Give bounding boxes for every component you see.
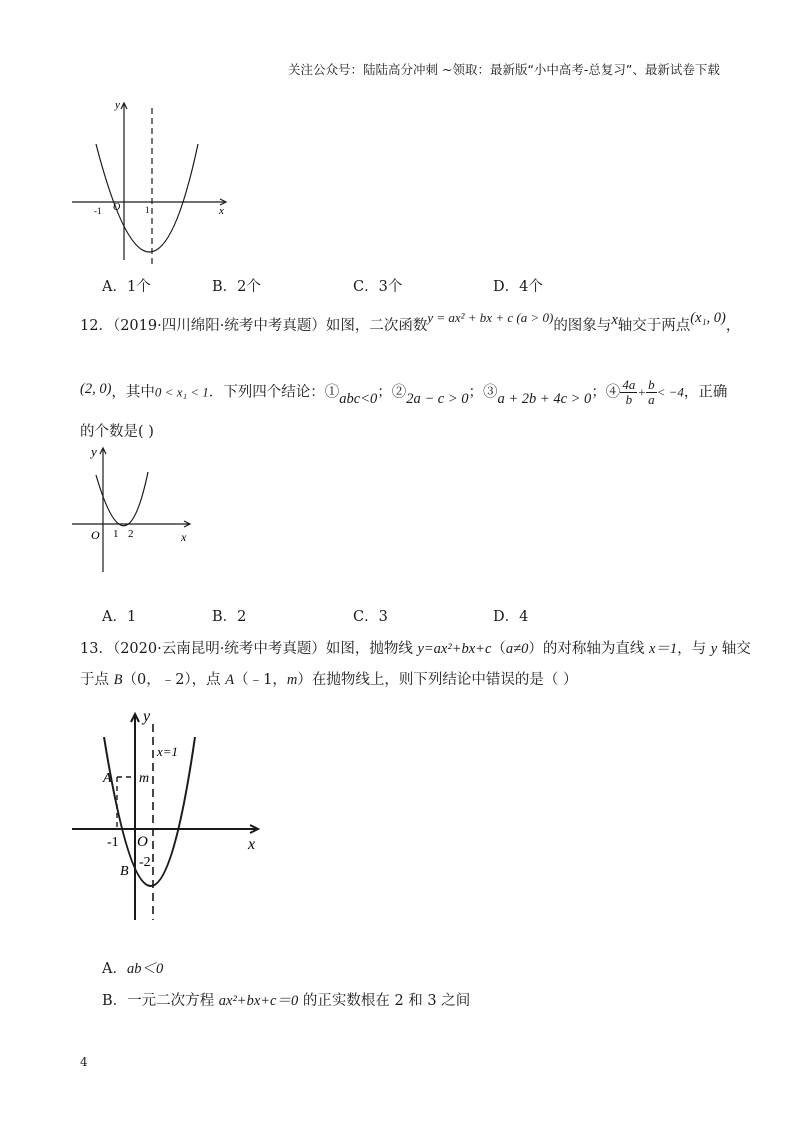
q12-option-c: C．3	[353, 609, 388, 625]
page-header: 关注公众号：陆陆高分冲刺 ~领取：最新版“小中高考-总复习”、最新试卷下载	[288, 62, 720, 77]
fig1-neg1-label: -1	[94, 206, 102, 216]
q12-conclusion3: a + 2b + 4c > 0	[497, 390, 592, 407]
q13-option-a	[102, 957, 163, 978]
q12-conclusion2: 2a − c > 0	[406, 390, 469, 407]
fig3-y-label: y	[143, 708, 151, 725]
q11-option-c: C．3个	[353, 279, 403, 295]
q13-line2a: 于点	[80, 672, 114, 688]
q13-m: m	[286, 672, 298, 688]
q12-sep2: ；②	[377, 384, 407, 401]
q13-line1d: ，与	[677, 641, 711, 657]
fig2-x-label: x	[181, 530, 187, 544]
q13-line1e: 轴交	[717, 641, 751, 657]
q12-conclusion4-rest: < −4	[656, 384, 684, 400]
fig2-one-label: 1	[113, 528, 119, 540]
q13-line1	[80, 637, 751, 658]
q13-option-b-math: ax²+bx+c＝0	[218, 993, 299, 1009]
q13-line2	[80, 668, 577, 689]
fig3-x-arrow	[250, 825, 258, 833]
q13-option-a-math: ab＜0	[126, 961, 164, 977]
q12-line2	[80, 378, 727, 407]
fig3-origin-label: O	[137, 834, 148, 850]
q12-sep3: ；③	[468, 384, 498, 401]
fig2-y-label: y	[91, 444, 97, 459]
fig3-point-b-label: B	[120, 864, 129, 879]
fig3-m-label: m	[139, 771, 150, 786]
q13-line1c: ）的对称轴为直线	[528, 641, 649, 657]
q12-frac2-num: b	[648, 377, 655, 392]
q12-text4: ．下列四个结论：①	[208, 384, 340, 401]
q13-point-b: B	[113, 672, 123, 688]
q12-sep4: ；④	[591, 384, 621, 401]
q11-option-a: A．1个	[102, 279, 151, 295]
q11-option-d: D．4个	[493, 279, 543, 295]
q13-yvar: y	[710, 641, 718, 657]
q13-option-b	[102, 989, 470, 1010]
q12-prefix: 12．（2019·四川绵阳·统考中考真题）如图，二次函数	[80, 318, 428, 334]
q12-frac1-num: 4a	[622, 377, 636, 392]
q12-function: y = ax² + bx + c (a > 0)	[427, 310, 554, 325]
q13-line2d: ）在抛物线上，则下列结论中错误的是（ ）	[297, 672, 578, 688]
q13-axis: x＝1	[648, 641, 678, 657]
q12-point1: (x₁, 0)	[690, 310, 726, 326]
q13-line1a: 13．（2020·云南昆明·统考中考真题）如图，抛物线	[80, 641, 418, 657]
q13-line2c: （﹣1，	[234, 672, 287, 688]
fig1-y-arrow	[121, 103, 127, 109]
q12-frac1	[620, 378, 637, 407]
q13-line1b: （	[491, 641, 506, 657]
fig3-axis-label: x=1	[157, 744, 179, 759]
q12-option-a: A．1	[102, 609, 137, 625]
q12-conclusion1: abc<0	[339, 390, 378, 407]
q12-option-b: B．2	[212, 609, 247, 625]
fig2-y-arrow	[100, 448, 106, 454]
q13-option-b-rest: 的正实数根在 2 和 3 之间	[298, 993, 471, 1009]
q12-comma: ，	[725, 318, 741, 334]
fig2-x-arrow	[184, 521, 190, 527]
q12-range: 0 < x₁ < 1	[154, 384, 209, 400]
q12-point2: (2, 0)	[80, 380, 112, 397]
q12-where: ，其中	[111, 384, 155, 401]
q12-frac1-den: b	[625, 392, 633, 407]
fig1-x-label: x	[219, 205, 224, 217]
q11-option-b: B．2个	[212, 279, 261, 295]
q13-point-a: A	[225, 672, 235, 688]
fig1-y-label: y	[115, 99, 120, 111]
q13-function: y=ax²+bx+c	[417, 641, 492, 657]
q12-tail: ，正确	[683, 384, 728, 401]
q13-line2b: （0，﹣2），点	[122, 672, 226, 688]
q12-plus: +	[637, 384, 647, 400]
q12-frac2	[646, 378, 657, 407]
fig3-parabola	[104, 737, 195, 886]
fig2-parabola	[96, 472, 148, 526]
fig1-parabola	[96, 144, 198, 252]
q12-line3: 的个数是( )	[80, 424, 154, 440]
q12-line1	[80, 310, 741, 335]
fig1-one-label: 1	[145, 205, 150, 215]
fig1-origin-label: O	[113, 202, 121, 213]
fig3-neg2-label: -2	[139, 855, 151, 870]
q12-xvar: x	[611, 312, 618, 328]
fig2-two-label: 2	[128, 528, 134, 540]
fig3-neg1-label: -1	[107, 835, 119, 850]
fig3-y-arrow	[131, 714, 139, 722]
q12-option-d: D．4	[493, 609, 529, 625]
q12-mid1: 的图象与	[553, 318, 612, 334]
q13-option-a-prefix: A．	[102, 961, 127, 977]
fig3-point-a-label: A	[103, 771, 112, 786]
fig1-x-arrow	[220, 199, 226, 205]
page-number: 4	[80, 1055, 88, 1069]
fig3-x-label: x	[248, 836, 256, 853]
q13-condition: a≠0	[505, 641, 529, 657]
q13-option-b-prefix: B．一元二次方程	[102, 993, 219, 1009]
fig2-origin-label: O	[91, 528, 100, 542]
q12-frac2-den: a	[648, 392, 655, 407]
q12-mid2: 轴交于两点	[617, 318, 691, 334]
